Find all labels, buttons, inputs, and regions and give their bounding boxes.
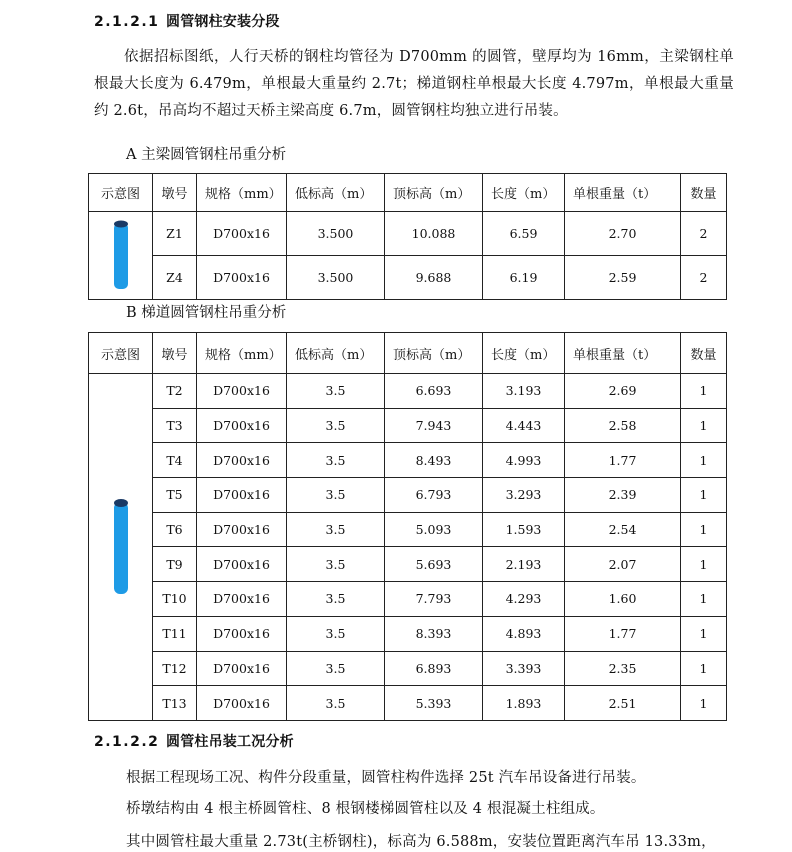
table-row xyxy=(89,374,727,409)
section-heading-2 xyxy=(94,731,294,751)
cell-weight: 1.77 xyxy=(565,616,681,651)
cell-weight: 2.70 xyxy=(565,212,681,256)
cell-qty: 2 xyxy=(681,256,727,300)
cell-top: 9.688 xyxy=(385,256,483,300)
cell-low: 3.5 xyxy=(287,443,385,478)
cell-pier: T4 xyxy=(153,443,197,478)
cell-top: 6.893 xyxy=(385,651,483,686)
header-qty: 数量 xyxy=(681,174,727,212)
table-row xyxy=(89,478,727,513)
cell-spec: D700x16 xyxy=(197,651,287,686)
cell-pier: T5 xyxy=(153,478,197,513)
cell-length: 6.19 xyxy=(483,256,565,300)
cell-top: 8.393 xyxy=(385,616,483,651)
cell-spec: D700x16 xyxy=(197,686,287,721)
table-a-header-row xyxy=(89,174,727,212)
cell-qty: 1 xyxy=(681,547,727,582)
cell-length: 3.293 xyxy=(483,478,565,513)
cell-qty: 1 xyxy=(681,443,727,478)
cell-length: 4.443 xyxy=(483,408,565,443)
section-number: 2.1.2.2 xyxy=(94,734,160,750)
header-top: 顶标高（m） xyxy=(385,174,483,212)
cell-pier: T13 xyxy=(153,686,197,721)
table-a-title: A 主梁圆管钢柱吊重分析 xyxy=(126,147,287,163)
cell-pier: T9 xyxy=(153,547,197,582)
cell-qty: 1 xyxy=(681,616,727,651)
cell-spec: D700x16 xyxy=(197,547,287,582)
cell-low: 3.500 xyxy=(287,256,385,300)
diagram-cell xyxy=(89,374,153,721)
cell-low: 3.5 xyxy=(287,547,385,582)
cell-top: 7.943 xyxy=(385,408,483,443)
cell-pier: Z4 xyxy=(153,256,197,300)
cell-qty: 1 xyxy=(681,374,727,409)
cell-pier: T6 xyxy=(153,512,197,547)
cell-weight: 2.69 xyxy=(565,374,681,409)
cell-spec: D700x16 xyxy=(197,512,287,547)
table-row xyxy=(89,686,727,721)
cell-length: 4.893 xyxy=(483,616,565,651)
cell-length: 4.293 xyxy=(483,582,565,617)
cell-length: 1.593 xyxy=(483,512,565,547)
pipe-column-icon xyxy=(112,498,130,596)
table-b xyxy=(88,332,727,721)
cell-length: 3.193 xyxy=(483,374,565,409)
cell-low: 3.5 xyxy=(287,512,385,547)
header-low: 低标高（m） xyxy=(287,333,385,374)
cell-qty: 1 xyxy=(681,478,727,513)
cell-weight: 2.58 xyxy=(565,408,681,443)
table-row xyxy=(89,443,727,478)
cell-low: 3.5 xyxy=(287,616,385,651)
body-line-2: 桥墩结构由 4 根主桥圆管柱、8 根钢楼梯圆管柱以及 4 根混凝土柱组成。 xyxy=(126,801,605,817)
section-heading-1 xyxy=(94,11,280,31)
table-row xyxy=(89,616,727,651)
header-top: 顶标高（m） xyxy=(385,333,483,374)
cell-length: 4.993 xyxy=(483,443,565,478)
header-weight: 单根重量（t） xyxy=(565,333,681,374)
cell-low: 3.5 xyxy=(287,374,385,409)
diagram-cell xyxy=(89,212,153,300)
cell-low: 3.5 xyxy=(287,686,385,721)
cell-top: 6.793 xyxy=(385,478,483,513)
body-line-1: 根据工程现场工况、构件分段重量，圆管柱构件选择 25t 汽车吊设备进行吊装。 xyxy=(126,770,646,786)
cell-low: 3.5 xyxy=(287,478,385,513)
cell-weight: 1.77 xyxy=(565,443,681,478)
table-row xyxy=(89,212,727,256)
table-row xyxy=(89,547,727,582)
cell-pier: T12 xyxy=(153,651,197,686)
table-row xyxy=(89,582,727,617)
cell-weight: 1.60 xyxy=(565,582,681,617)
cell-weight: 2.35 xyxy=(565,651,681,686)
cell-length: 3.393 xyxy=(483,651,565,686)
header-pier: 墩号 xyxy=(153,333,197,374)
cell-top: 5.393 xyxy=(385,686,483,721)
header-low: 低标高（m） xyxy=(287,174,385,212)
cell-spec: D700x16 xyxy=(197,443,287,478)
header-qty: 数量 xyxy=(681,333,727,374)
section-number: 2.1.2.1 xyxy=(94,14,160,30)
header-weight: 单根重量（t） xyxy=(565,174,681,212)
header-length: 长度（m） xyxy=(483,174,565,212)
cell-top: 6.693 xyxy=(385,374,483,409)
cell-qty: 1 xyxy=(681,686,727,721)
section-title: 圆管柱吊装工况分析 xyxy=(166,734,294,750)
cell-pier: T2 xyxy=(153,374,197,409)
header-spec: 规格（mm） xyxy=(197,174,287,212)
cell-qty: 1 xyxy=(681,408,727,443)
section-title: 圆管钢柱安装分段 xyxy=(166,14,280,30)
header-spec: 规格（mm） xyxy=(197,333,287,374)
cell-low: 3.5 xyxy=(287,582,385,617)
cell-spec: D700x16 xyxy=(197,582,287,617)
header-pier: 墩号 xyxy=(153,174,197,212)
cell-spec: D700x16 xyxy=(197,478,287,513)
cell-spec: D700x16 xyxy=(197,616,287,651)
cell-qty: 2 xyxy=(681,212,727,256)
cell-top: 8.493 xyxy=(385,443,483,478)
table-b-header-row xyxy=(89,333,727,374)
table-row xyxy=(89,256,727,300)
cell-pier: T11 xyxy=(153,616,197,651)
cell-weight: 2.54 xyxy=(565,512,681,547)
cell-pier: T10 xyxy=(153,582,197,617)
cell-top: 7.793 xyxy=(385,582,483,617)
cell-weight: 2.39 xyxy=(565,478,681,513)
cell-weight: 2.59 xyxy=(565,256,681,300)
table-row xyxy=(89,651,727,686)
cell-spec: D700x16 xyxy=(197,256,287,300)
cell-length: 1.893 xyxy=(483,686,565,721)
pipe-column-icon xyxy=(113,220,129,292)
cell-top: 5.693 xyxy=(385,547,483,582)
cell-qty: 1 xyxy=(681,582,727,617)
cell-pier: Z1 xyxy=(153,212,197,256)
header-diagram: 示意图 xyxy=(89,333,153,374)
cell-pier: T3 xyxy=(153,408,197,443)
cell-weight: 2.07 xyxy=(565,547,681,582)
table-b-title: B 梯道圆管钢柱吊重分析 xyxy=(126,305,287,321)
cell-spec: D700x16 xyxy=(197,212,287,256)
cell-low: 3.500 xyxy=(287,212,385,256)
cell-qty: 1 xyxy=(681,512,727,547)
cell-spec: D700x16 xyxy=(197,408,287,443)
body-line-3: 其中圆管柱最大重量 2.73t(主桥钢柱)，标高为 6.588m，安装位置距离汽车吊 13.33m， xyxy=(126,834,716,850)
header-diagram: 示意图 xyxy=(89,174,153,212)
cell-length: 2.193 xyxy=(483,547,565,582)
cell-top: 5.093 xyxy=(385,512,483,547)
intro-paragraph: 依据招标图纸，人行天桥的钢柱均管径为 D700mm 的圆管，壁厚均为 16mm，主梁钢柱单根最大长度为 6.479m，单根最大重量约 2.7t；梯道钢柱单根最大长度 4.797m，单根最大重量约 2.6t，吊高均不超过天桥主梁高度 6.7m，圆管钢柱均独立进行吊装。 xyxy=(94,49,734,119)
cell-qty: 1 xyxy=(681,651,727,686)
cell-top: 10.088 xyxy=(385,212,483,256)
cell-spec: D700x16 xyxy=(197,374,287,409)
header-length: 长度（m） xyxy=(483,333,565,374)
cell-low: 3.5 xyxy=(287,408,385,443)
cell-length: 6.59 xyxy=(483,212,565,256)
cell-weight: 2.51 xyxy=(565,686,681,721)
table-row xyxy=(89,408,727,443)
table-row xyxy=(89,512,727,547)
table-a xyxy=(88,173,727,300)
cell-low: 3.5 xyxy=(287,651,385,686)
